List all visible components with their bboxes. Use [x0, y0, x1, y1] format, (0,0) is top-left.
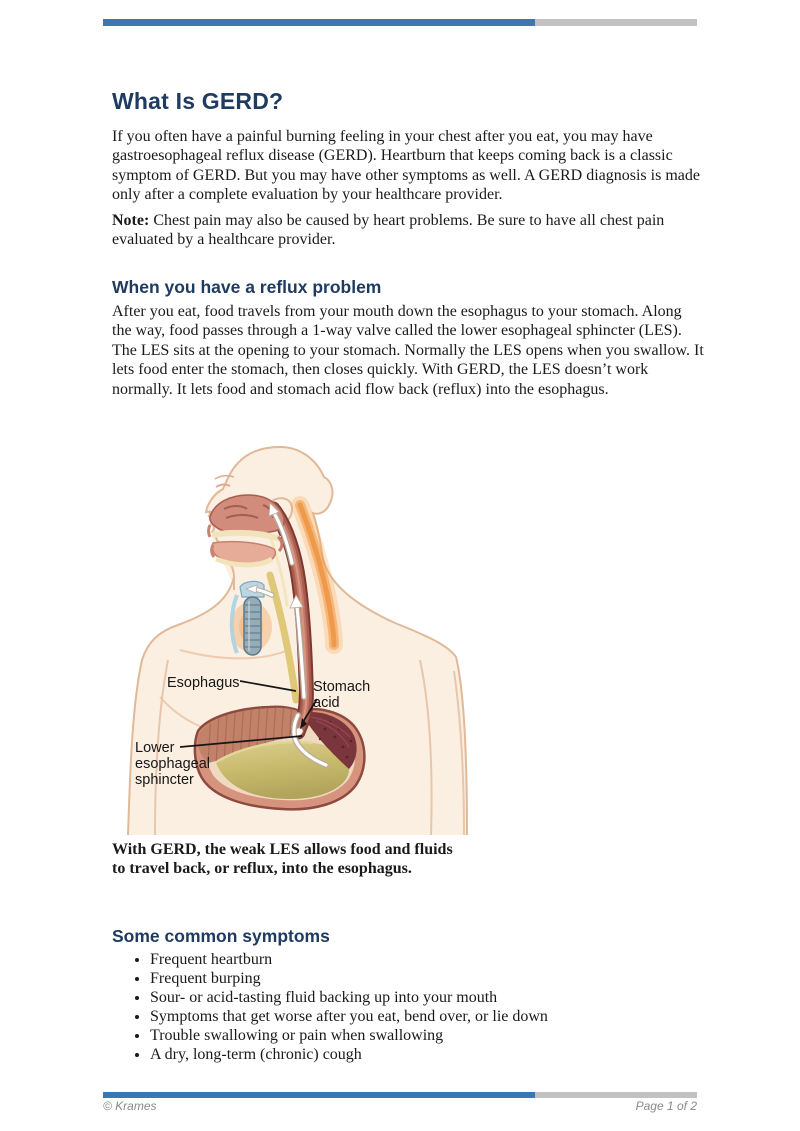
figure-caption: With GERD, the weak LES allows food and fluids to travel back, or reflux, into the esophagus.	[112, 841, 453, 878]
stomach-acid-label-line2: acid	[313, 695, 340, 711]
list-item: • A dry, long-term (chronic) cough	[150, 1046, 710, 1065]
stomach-acid-label-line1: Stomach	[313, 679, 371, 695]
gerd-anatomy-illustration	[120, 445, 470, 835]
section-heading-reflux: When you have a reflux problem	[112, 277, 382, 297]
stomach	[195, 703, 365, 809]
symptom-list	[112, 951, 710, 1064]
section-heading-symptoms: Some common symptoms	[112, 926, 330, 946]
top-divider-bar-blue-segment	[103, 19, 535, 26]
list-item: • Symptoms that get worse after you eat, bend over, or lie down	[150, 1008, 710, 1027]
les-label-line2: esophageal	[135, 756, 210, 772]
list-item: • Frequent burping	[150, 970, 710, 989]
page-indicator: Page 1 of 2	[635, 1099, 697, 1113]
list-item: • Frequent heartburn	[150, 951, 710, 970]
les-label-line3: sphincter	[135, 772, 194, 788]
les-label-line1: Lower	[135, 740, 175, 756]
bottom-divider-bar	[103, 1092, 697, 1098]
esophagus-label: Esophagus	[167, 675, 240, 691]
top-divider-bar-gray-segment	[535, 19, 697, 26]
note-body: Chest pain may also be caused by heart problems. Be sure to have all chest pain evaluated by a healthcare provider.	[112, 212, 665, 249]
bottom-divider-bar-gray-segment	[535, 1092, 697, 1098]
trachea-rings	[245, 605, 260, 647]
note-paragraph	[112, 211, 704, 250]
note-label: Note:	[112, 212, 150, 229]
top-divider-bar	[103, 19, 697, 26]
list-item: • Trouble swallowing or pain when swallowing	[150, 1027, 710, 1046]
page-title: What Is GERD?	[112, 88, 284, 114]
list-item: • Sour- or acid-tasting fluid backing up into your mouth	[150, 989, 710, 1008]
reflux-paragraph: After you eat, food travels from your mouth down the esophagus to your stomach. Along the way, food passes through a 1-way valve called the lower esophageal sphincter (LES). The LES sits at the opening to your stomach. Normally the LES opens when you swallow. It lets food enter the stomach, then closes quickly. With GERD, the LES doesn’t work normally. It lets food and stomach acid flow back (reflux) into the esophagus.	[112, 303, 704, 398]
page-footer	[103, 1099, 697, 1113]
copyright-text: © Krames	[103, 1099, 157, 1113]
intro-paragraph: If you often have a painful burning feeling in your chest after you eat, you may have gastroesophageal reflux disease (GERD). Heartburn that keeps coming back is a classic symptom of GERD. But you may have other symptoms as well. A GERD diagnosis is made only after a complete evaluation by your healthcare provider.	[112, 128, 700, 204]
bottom-divider-bar-blue-segment	[103, 1092, 535, 1098]
gerd-anatomy-figure	[120, 445, 470, 835]
